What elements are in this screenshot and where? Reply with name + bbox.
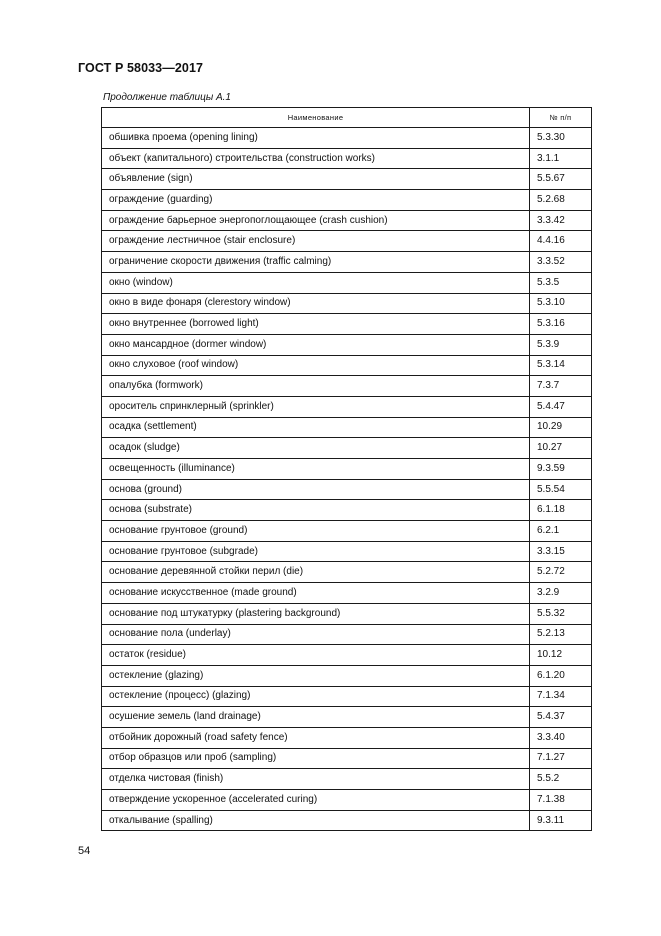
term-number-cell: 10.29: [530, 417, 592, 438]
term-number-cell: 5.3.16: [530, 314, 592, 335]
table-row: [102, 686, 592, 707]
table-row: [102, 603, 592, 624]
term-number-cell: 6.2.1: [530, 521, 592, 542]
term-name-cell: ограждение (guarding): [102, 190, 530, 211]
table-row: [102, 727, 592, 748]
term-number-cell: 3.3.52: [530, 252, 592, 273]
term-number-cell: 3.3.15: [530, 541, 592, 562]
term-number-cell: 7.1.34: [530, 686, 592, 707]
table-row: [102, 562, 592, 583]
term-name-cell: окно в виде фонаря (clerestory window): [102, 293, 530, 314]
table-row: [102, 334, 592, 355]
term-name-cell: основание под штукатурку (plastering background): [102, 603, 530, 624]
term-number-cell: 10.27: [530, 438, 592, 459]
table-row: [102, 665, 592, 686]
term-number-cell: 5.5.32: [530, 603, 592, 624]
term-name-cell: окно слуховое (roof window): [102, 355, 530, 376]
table-row: [102, 417, 592, 438]
table-row: [102, 190, 592, 211]
term-number-cell: 5.2.68: [530, 190, 592, 211]
term-name-cell: остаток (residue): [102, 645, 530, 666]
table-row: [102, 355, 592, 376]
table-row: [102, 376, 592, 397]
terms-table-body: [102, 128, 592, 831]
table-row: [102, 148, 592, 169]
term-name-cell: отбойник дорожный (road safety fence): [102, 727, 530, 748]
term-number-cell: 5.5.54: [530, 479, 592, 500]
document-standard-header: ГОСТ Р 58033—2017: [78, 61, 204, 75]
term-name-cell: основание искусственное (made ground): [102, 583, 530, 604]
term-name-cell: основание грунтовое (subgrade): [102, 541, 530, 562]
table-row: [102, 128, 592, 149]
term-number-cell: 5.3.14: [530, 355, 592, 376]
table-row: [102, 231, 592, 252]
table-row: [102, 293, 592, 314]
table-row: [102, 169, 592, 190]
term-number-cell: 5.3.9: [530, 334, 592, 355]
term-name-cell: остекление (glazing): [102, 665, 530, 686]
column-header-number: № п/п: [530, 108, 592, 128]
table-row: [102, 541, 592, 562]
table-row: [102, 810, 592, 831]
term-number-cell: 5.2.72: [530, 562, 592, 583]
table-row: [102, 500, 592, 521]
term-number-cell: 4.4.16: [530, 231, 592, 252]
term-name-cell: отделка чистовая (finish): [102, 769, 530, 790]
table-row: [102, 521, 592, 542]
page-number: 54: [78, 845, 91, 857]
table-row: [102, 252, 592, 273]
term-number-cell: 5.3.30: [530, 128, 592, 149]
term-name-cell: ороситель спринклерный (sprinkler): [102, 396, 530, 417]
term-name-cell: осадка (settlement): [102, 417, 530, 438]
term-number-cell: 6.1.18: [530, 500, 592, 521]
term-number-cell: 5.4.47: [530, 396, 592, 417]
term-name-cell: окно (window): [102, 272, 530, 293]
term-number-cell: 6.1.20: [530, 665, 592, 686]
table-row: [102, 438, 592, 459]
term-name-cell: отбор образцов или проб (sampling): [102, 748, 530, 769]
term-number-cell: 3.3.40: [530, 727, 592, 748]
column-header-name: Наименование: [102, 108, 530, 128]
table-row: [102, 314, 592, 335]
term-name-cell: основание пола (underlay): [102, 624, 530, 645]
term-number-cell: 5.3.5: [530, 272, 592, 293]
term-number-cell: 7.1.38: [530, 790, 592, 811]
term-number-cell: 3.3.42: [530, 210, 592, 231]
term-number-cell: 3.2.9: [530, 583, 592, 604]
term-number-cell: 5.3.10: [530, 293, 592, 314]
term-name-cell: объект (капитального) строительства (construction works): [102, 148, 530, 169]
term-name-cell: ограничение скорости движения (traffic calming): [102, 252, 530, 273]
term-number-cell: 5.2.13: [530, 624, 592, 645]
table-row: [102, 624, 592, 645]
term-number-cell: 9.3.59: [530, 459, 592, 480]
term-number-cell: 7.1.27: [530, 748, 592, 769]
term-number-cell: 5.5.2: [530, 769, 592, 790]
term-name-cell: окно мансардное (dormer window): [102, 334, 530, 355]
table-row: [102, 645, 592, 666]
table-row: [102, 790, 592, 811]
term-name-cell: основание грунтовое (ground): [102, 521, 530, 542]
term-name-cell: осадок (sludge): [102, 438, 530, 459]
term-name-cell: объявление (sign): [102, 169, 530, 190]
term-name-cell: основание деревянной стойки перил (die): [102, 562, 530, 583]
term-number-cell: 5.5.67: [530, 169, 592, 190]
table-row: [102, 459, 592, 480]
term-name-cell: обшивка проема (opening lining): [102, 128, 530, 149]
term-name-cell: окно внутреннее (borrowed light): [102, 314, 530, 335]
table-row: [102, 748, 592, 769]
term-name-cell: отверждение ускоренное (accelerated curing): [102, 790, 530, 811]
term-number-cell: 3.1.1: [530, 148, 592, 169]
term-name-cell: осушение земель (land drainage): [102, 707, 530, 728]
terms-table: [101, 107, 592, 831]
term-name-cell: основа (ground): [102, 479, 530, 500]
term-number-cell: 10.12: [530, 645, 592, 666]
table-row: [102, 583, 592, 604]
term-name-cell: ограждение лестничное (stair enclosure): [102, 231, 530, 252]
table-row: [102, 272, 592, 293]
table-header-row: [102, 108, 592, 128]
term-number-cell: 7.3.7: [530, 376, 592, 397]
table-row: [102, 396, 592, 417]
term-name-cell: ограждение барьерное энергопоглощающее (crash cushion): [102, 210, 530, 231]
term-name-cell: основа (substrate): [102, 500, 530, 521]
term-name-cell: освещенность (illuminance): [102, 459, 530, 480]
term-number-cell: 9.3.11: [530, 810, 592, 831]
table-row: [102, 707, 592, 728]
term-name-cell: опалубка (formwork): [102, 376, 530, 397]
term-name-cell: откалывание (spalling): [102, 810, 530, 831]
table-row: [102, 210, 592, 231]
table-row: [102, 769, 592, 790]
term-number-cell: 5.4.37: [530, 707, 592, 728]
table-caption: Продолжение таблицы А.1: [103, 92, 231, 103]
table-row: [102, 479, 592, 500]
term-name-cell: остекление (процесс) (glazing): [102, 686, 530, 707]
